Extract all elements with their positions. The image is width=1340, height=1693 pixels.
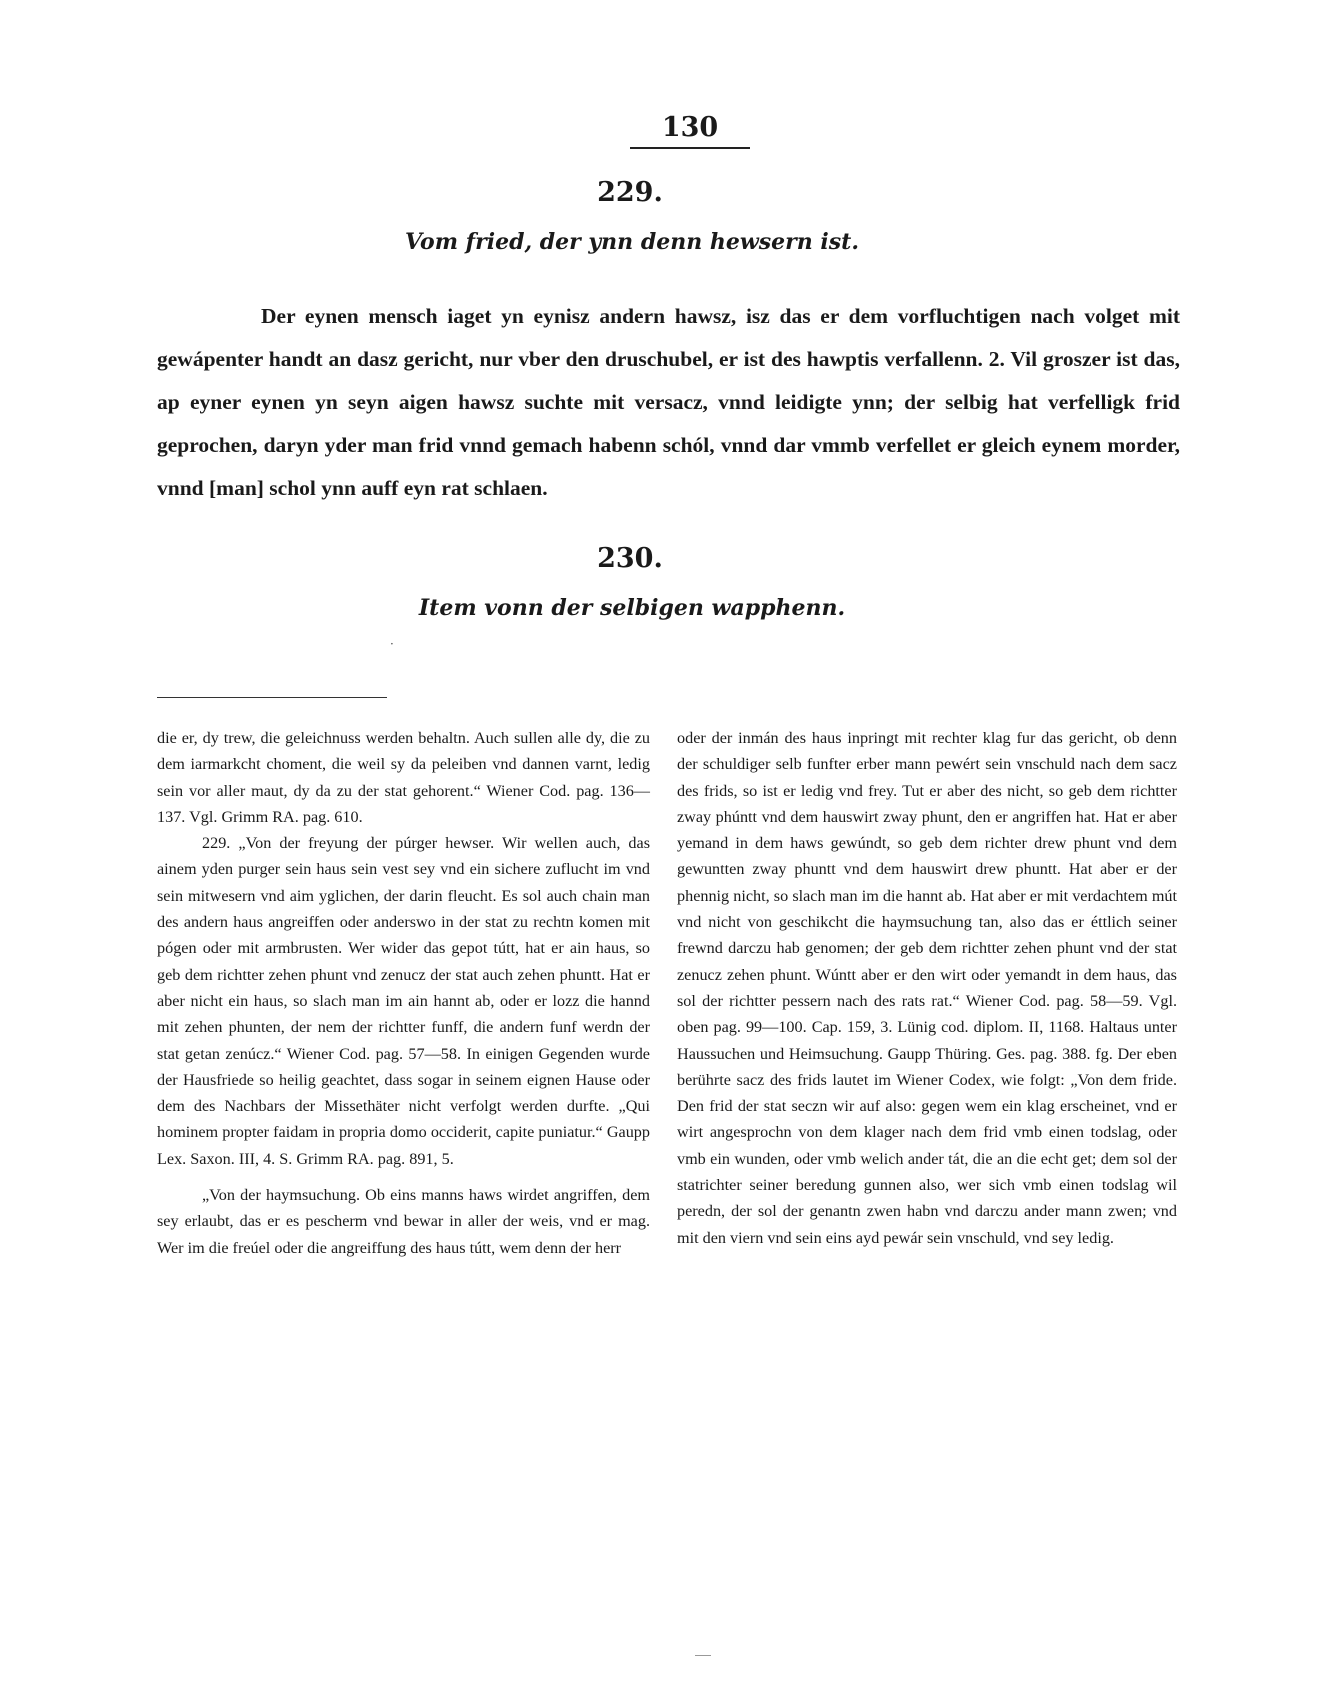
stray-dot: · xyxy=(390,637,394,651)
footnote-paragraph: „Von der haymsuchung. Ob eins manns haws wirdet angriffen, dem sey erlaubt, das er es pescherm vnd bewar in aller der weis, vnd er mag. Wer im die freúel oder die angreiffung des haus tútt, wem denn der herr xyxy=(157,1186,650,1257)
footnote-column-right xyxy=(677,725,1177,1251)
bottom-mark xyxy=(695,1655,711,1656)
footnote-paragraph: 229. „Von der freyung der púrger hewser. Wir wellen auch, das ainem yden purger sein haus sein vest sey vnd ein sichere zuflucht im vnd sein mitwesern vnd aim yglichen, der darin fleucht. Es sol auch chain man des andern haus angreiffen oder anderswo in der stat zu rechtn komen mit pógen oder mit armbrusten. Wer wider das gepot tútt, hat er ain haus, so geb dem richtter zehen phunt vnd zenucz der stat auch zehen phuntt. Hat er aber nicht ein haus, so slach man im ain hannt ab, oder er lozz die hannd mit zehen phunten, der nem der richtter funff, die andern funf werdn der stat getan zenúcz.“ Wiener Cod. pag. 57—58. In einigen Gegenden wurde der Hausfriede so heilig geachtet, dass sogar in seinem eignen Hause oder dem des Nachbars der Missethäter nicht verfolgt werden durfte. „Qui hominem propter faidam in propria domo occiderit, capite puniatur.“ Gaupp Lex. Saxon. III, 4. S. Grimm RA. pag. 891, 5. xyxy=(157,834,650,1168)
page-number: 130 xyxy=(630,112,750,149)
footnote-divider xyxy=(157,697,387,698)
main-paragraph-229: Der eynen mensch iaget yn eynisz andern hawsz, isz das er dem vorfluchtigen nach volget mit gewápenter handt an dasz gericht, nur vber den druschubel, er ist des hawptis verfallenn. 2. Vil groszer ist das, ap eyner eynen yn seyn aigen hawsz suchte mit versacz, vnnd leidigte ynn; der selbig hat verfelligk frid geprochen, daryn yder man frid vnnd gemach habenn schól, vnnd dar vmmb verfellet er gleich eynem morder, vnnd [man] schol ynn auff eyn rat schlaen. xyxy=(157,304,1180,500)
section-number-229: 229. xyxy=(597,177,663,208)
section-title-230: Item vonn der selbigen wapphenn. xyxy=(418,595,846,621)
footnote-column-left xyxy=(157,725,650,1261)
footnote-paragraph: oder der inmán des haus inpringt mit rechter klag fur das gericht, ob denn der schuldiger selb funfter erber mann pewért sein vnschuld nach dem sacz des frids, so ist er ledig vnd frey. Tut er aber des nicht, so geb dem richtter zway phúntt vnd dem hauswirt zway phunt, den er angriffen hat. Hat er aber yemand in dem haws gewúndt, so geb dem richter drew phunt vnd dem gewuntten zway phuntt vnd dem hauswirt drew phuntt. Hat aber er der phennig nicht, so slach man im die hannt ab. Hat aber er mit verdachtem mút vnd nicht von geschikcht die haymsuchung tan, also das er éttlich seiner frewnd darczu hab genomen; der geb dem richtter zehen phunt vnd der stat zenucz zehen phunt. Wúntt aber er den wirt oder yemandt in dem haus, das sol der richtter pessern nach des rats rat.“ Wiener Cod. pag. 58—59. Vgl. oben pag. 99—100. Cap. 159, 3. Lünig cod. diplom. II, 1168. Haltaus unter Haussuchen und Heimsuchung. Gaupp Thüring. Ges. pag. 388. fg. Der eben berührte sacz des frids lautet im Wiener Codex, wie folgt: „Von dem fride. Den frid der stat seczn wir auf also: gegen wem ein klag erscheinet, vnd er wirt angesprochn von dem klager nach dem frid vmb einen todslag, oder vmb ein wunden, oder vmb welich ander tát, die an die echt get; dem sol der statrichter seiner beredung gunnen also, wer sich vmb einen todslag wil peredn, der sol der genantn zwen habn vnd darczu ander mann zwen; vnd mit den viern vnd sein eins ayd pewár sein vnschuld, vnd sey ledig. xyxy=(677,729,1177,1247)
section-number-230: 230. xyxy=(597,543,663,574)
section-title-229: Vom fried, der ynn denn hewsern ist. xyxy=(405,229,859,255)
footnote-paragraph: die er, dy trew, die geleichnuss werden behaltn. Auch sullen alle dy, die zu dem iarmarkcht choment, die weil sy da peleiben vnd dannen varnt, ledig sein vor aller maut, dy da zu der stat gehorent.“ Wiener Cod. pag. 136—137. Vgl. Grimm RA. pag. 610. xyxy=(157,729,650,826)
